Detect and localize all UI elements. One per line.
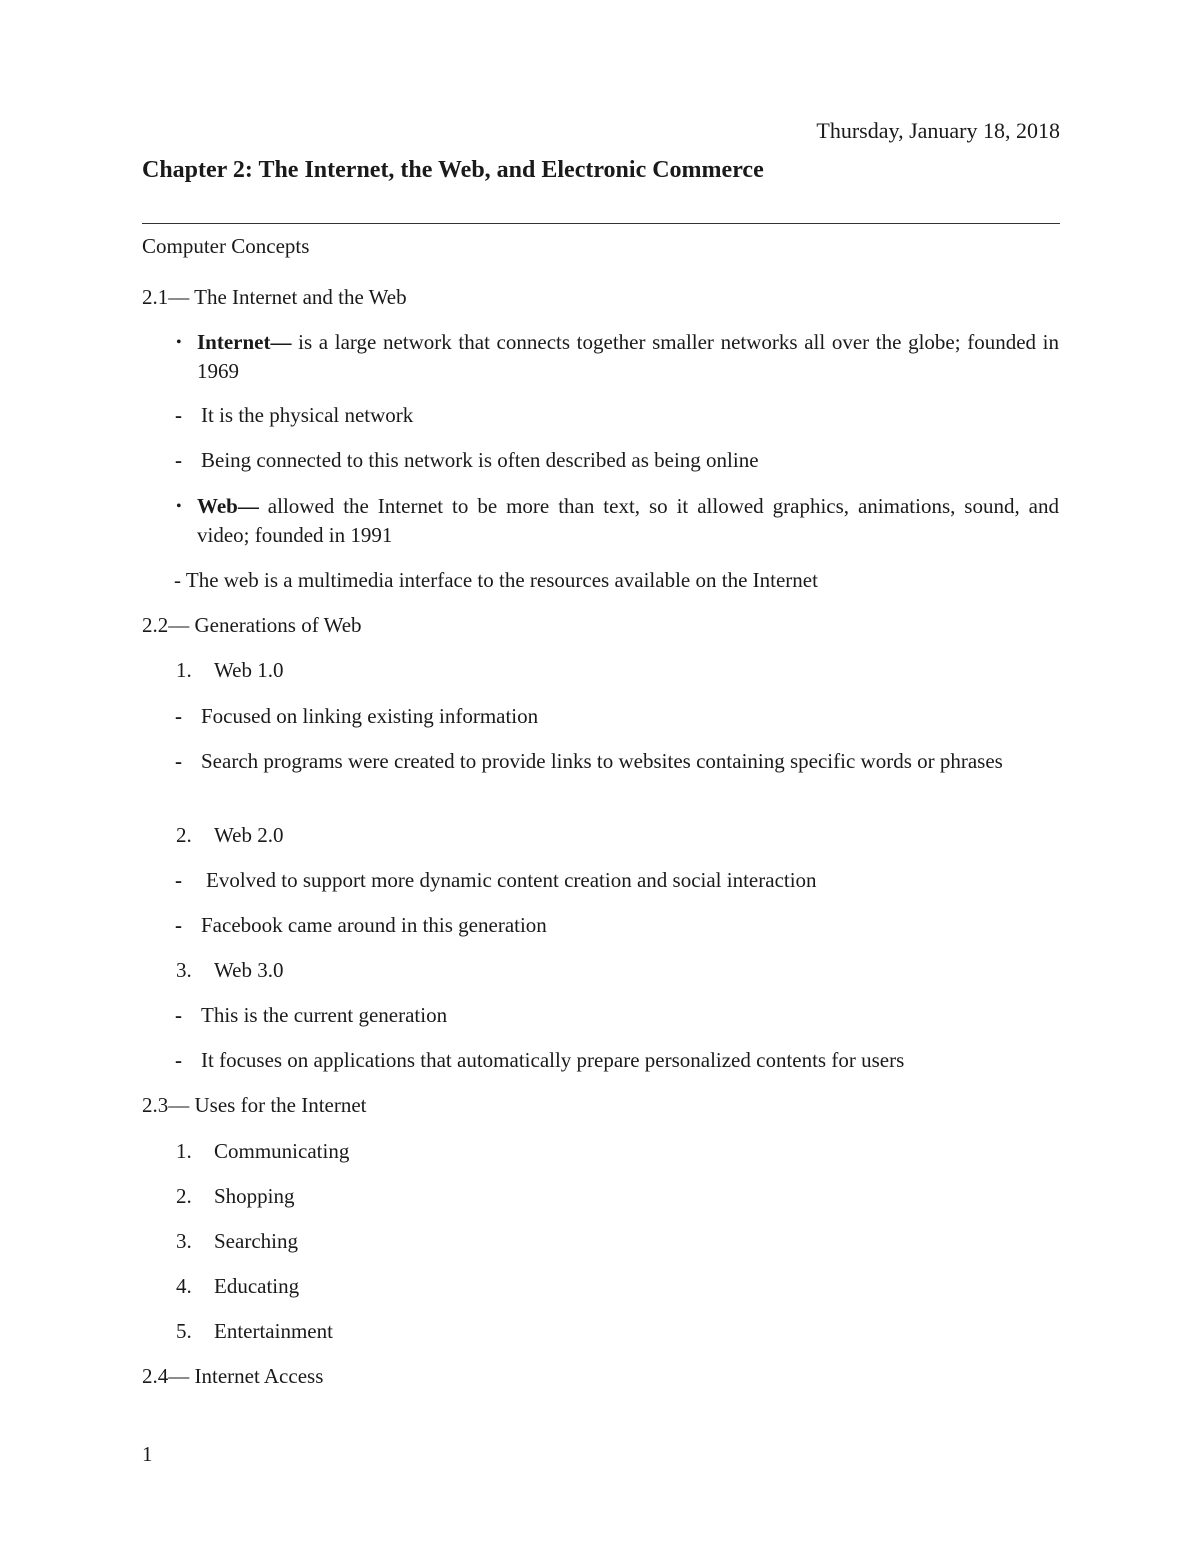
- web-definition: [197, 492, 1059, 550]
- page-number: 1: [142, 1442, 153, 1466]
- section-2-1-heading: 2.1— The Internet and the Web: [142, 285, 407, 309]
- section-2-4-heading: 2.4— Internet Access: [142, 1364, 324, 1388]
- dash-icon: -: [175, 403, 182, 427]
- web-1-0-note-search: Search programs were created to provide links to websites containing specific words or phrases: [201, 749, 1003, 773]
- dash-icon: -: [175, 749, 182, 773]
- list-number: 3.: [176, 1229, 192, 1253]
- dash-icon: -: [175, 448, 182, 472]
- use-item-educating: Educating: [214, 1274, 300, 1298]
- list-number: 2.: [176, 823, 192, 847]
- title-divider: [142, 223, 1060, 224]
- use-item-searching: Searching: [214, 1229, 298, 1253]
- use-item-shopping: Shopping: [214, 1184, 295, 1208]
- internet-term: Internet—: [197, 330, 292, 354]
- list-number: 3.: [176, 958, 192, 982]
- dash-icon: -: [175, 868, 182, 892]
- web-3-0-note-personalized: It focuses on applications that automatically prepare personalized contents for users: [201, 1048, 905, 1072]
- list-number: 4.: [176, 1274, 192, 1298]
- dash-icon: -: [175, 1003, 182, 1027]
- use-item-communicating: Communicating: [214, 1139, 350, 1163]
- section-2-2-heading: 2.2— Generations of Web: [142, 613, 362, 637]
- internet-definition: [197, 328, 1059, 386]
- document-date: Thursday, January 18, 2018: [816, 118, 1060, 143]
- web-1-0-item: Web 1.0: [214, 658, 284, 682]
- bullet-icon: •: [176, 334, 182, 351]
- web-1-0-note-linking: Focused on linking existing information: [201, 704, 539, 728]
- dash-icon: -: [175, 704, 182, 728]
- web-3-0-item: Web 3.0: [214, 958, 284, 982]
- internet-definition-text: is a large network that connects together smaller networks all over the globe; founded in 1969: [197, 330, 1059, 383]
- dash-icon: -: [175, 1048, 182, 1072]
- list-number: 1.: [176, 1139, 192, 1163]
- web-3-0-note-current: This is the current generation: [201, 1003, 448, 1027]
- chapter-title: Chapter 2: The Internet, the Web, and Electronic Commerce: [142, 157, 764, 183]
- course-name: Computer Concepts: [142, 234, 310, 258]
- web-note: - The web is a multimedia interface to the resources available on the Internet: [174, 568, 818, 592]
- web-2-0-item: Web 2.0: [214, 823, 284, 847]
- bullet-icon: •: [176, 498, 182, 515]
- dash-icon: -: [175, 913, 182, 937]
- list-number: 5.: [176, 1319, 192, 1343]
- web-definition-text: allowed the Internet to be more than text, so it allowed graphics, animations, sound, and video; founded in 1991: [197, 494, 1059, 547]
- web-2-0-note-facebook: Facebook came around in this generation: [201, 913, 547, 937]
- section-2-3-heading: 2.3— Uses for the Internet: [142, 1093, 367, 1117]
- internet-note-online: Being connected to this network is often described as being online: [201, 448, 759, 472]
- internet-note-physical: It is the physical network: [201, 403, 414, 427]
- list-number: 1.: [176, 658, 192, 682]
- use-item-entertainment: Entertainment: [214, 1319, 333, 1343]
- list-number: 2.: [176, 1184, 192, 1208]
- web-term: Web—: [197, 494, 259, 518]
- web-2-0-note-dynamic: Evolved to support more dynamic content creation and social interaction: [206, 868, 817, 892]
